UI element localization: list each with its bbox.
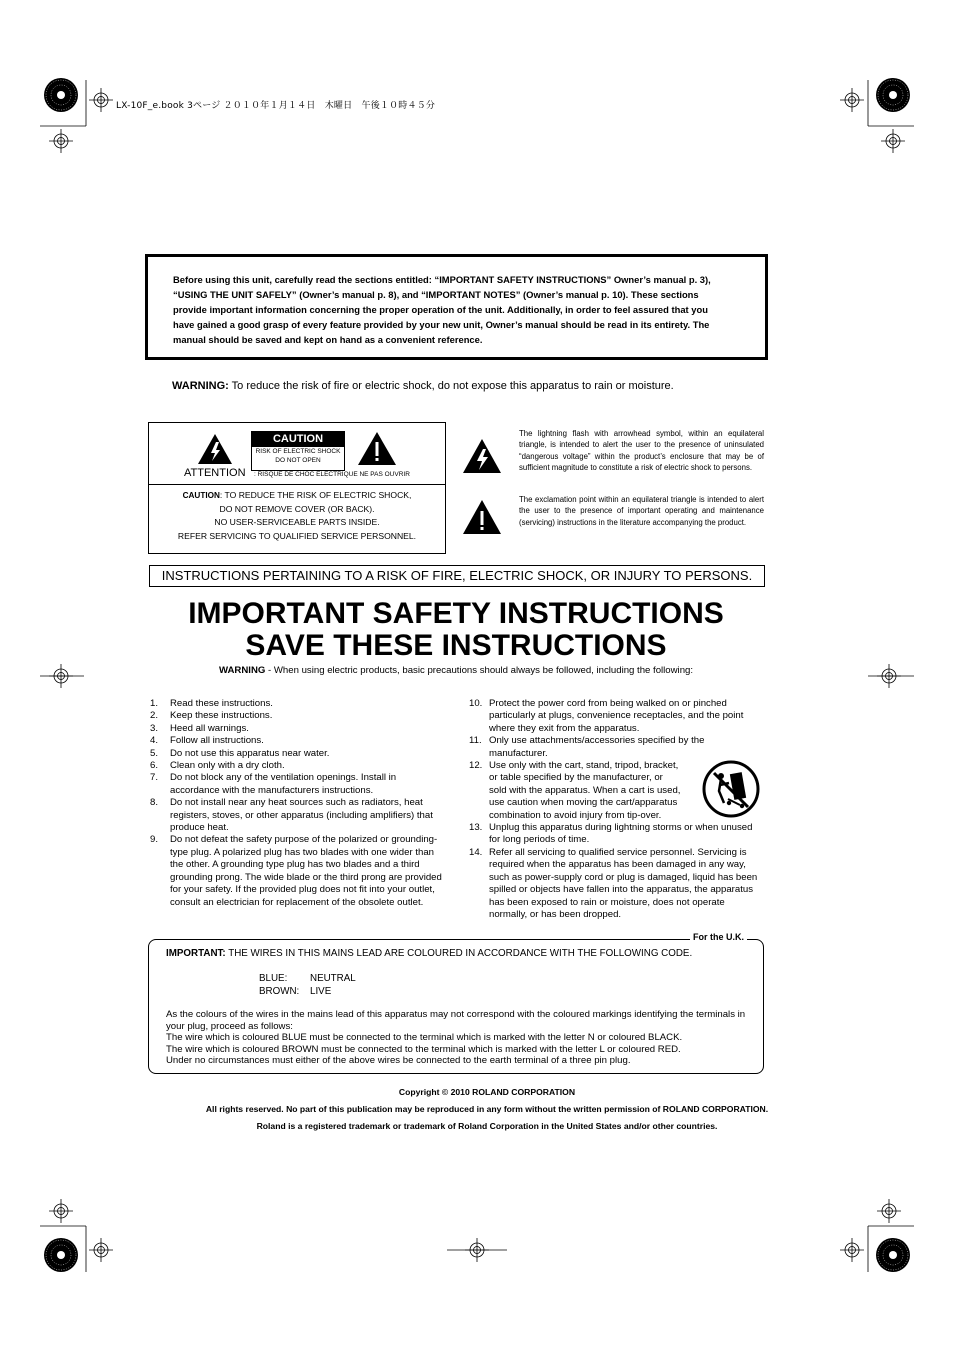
list-item-number: 10.: [469, 698, 483, 709]
list-item: [150, 748, 446, 760]
caution-box: [148, 422, 446, 554]
registration-mark-icon: [840, 88, 864, 112]
registration-star-icon: [876, 78, 910, 112]
attention-french-text: : RISQUE DE CHOC ELECTRIQUE NE PAS OUVRIR: [254, 471, 410, 478]
list-item-text: Use only with the cart, stand, tripod, bracket, or table specified by the manufacturer, or sold with the apparatus. When a cart is used, use caution when moving the cart/apparatus combination to avoid injury from tip-over.: [489, 760, 681, 821]
uk-blue-value: NEUTRAL: [310, 973, 356, 984]
uk-wiring-box: [148, 932, 764, 1074]
list-item-number: 9.: [150, 834, 159, 846]
list-item-number: 13.: [469, 822, 483, 834]
uk-blue-label: BLUE:: [259, 973, 288, 984]
list-item-number: 5.: [150, 747, 159, 759]
uk-instruction-line: The wire which is coloured BROWN must be connected to the terminal which is marked with the letter L or coloured RED.: [166, 1043, 681, 1055]
uk-brown-value: LIVE: [310, 986, 332, 997]
intro-line: manual should be saved and kept on hand as a convenient reference.: [173, 334, 483, 345]
trademark-line: Roland is a registered trademark or trademark of Roland Corporation in the United States and/or other countries.: [256, 1121, 718, 1131]
warning-sub-text: - When using electric products, basic precautions should always be followed, including the following:: [265, 665, 694, 676]
list-item: [150, 772, 446, 797]
uk-important-label: IMPORTANT:: [166, 948, 226, 959]
uk-instruction-line: Under no circumstances must either of the above wires be connected to the earth terminal of a three pin plug.: [166, 1055, 631, 1067]
exclamation-warning-icon: [357, 431, 397, 466]
lightning-symbol-icon: [462, 438, 502, 474]
uk-instruction-line: The wire which is coloured BLUE must be connected to the terminal which is marked with the letter N or coloured BLACK.: [166, 1032, 683, 1044]
list-item: [469, 698, 761, 735]
registration-star-icon: [44, 1238, 78, 1272]
caution-divider: [149, 484, 445, 485]
caution-label-line2: DO NOT OPEN: [275, 457, 321, 464]
uk-important-statement: [166, 948, 692, 959]
list-item: [150, 834, 446, 908]
caution-text-line1: : TO REDUCE THE RISK OF ELECTRIC SHOCK,: [219, 490, 412, 500]
caution-label-line1: RISK OF ELECTRIC SHOCK: [255, 448, 341, 455]
list-item: [150, 698, 446, 710]
intro-notice-text: [173, 272, 748, 347]
uk-tag: For the U.K.: [690, 932, 747, 942]
list-item-number: 3.: [150, 722, 159, 734]
list-item-number: 8.: [150, 797, 159, 809]
registration-mark-icon: [89, 1238, 113, 1262]
uk-instructions: [166, 1009, 748, 1067]
lightning-warning-icon: [197, 433, 233, 465]
list-item-text: Do not install near any heat sources such as radiators, heat registers, stoves, or other apparatus (including amplifiers) that produce heat.: [170, 797, 433, 834]
page-subtitle: SAVE THESE INSTRUCTIONS: [245, 629, 667, 662]
registration-star-icon: [44, 78, 78, 112]
exclamation-symbol-icon: [462, 499, 502, 535]
list-item: [150, 710, 446, 722]
list-item-text: Clean only with a dry cloth.: [170, 760, 285, 772]
caution-text-line2: DO NOT REMOVE COVER (OR BACK).: [219, 503, 375, 514]
list-item-number: 14.: [469, 846, 483, 858]
list-item-text: Do not defeat the safety purpose of the polarized or grounding-type plug. A polarized plug has two blades with one wider than the other. A grounding type plug has two blades and a third grounding prong. The wide blade or the third prong are provided for your safety. If the provided plug does not fit into your outlet, consult an electrician for replacement of the obsolete outlet.: [170, 834, 442, 908]
list-item-text: Heed all warnings.: [170, 722, 249, 734]
caution-label-title: CAUTION: [252, 432, 344, 447]
list-item: [469, 847, 761, 921]
list-item-number: 11.: [469, 735, 482, 747]
cart-tipover-warning-icon: [702, 759, 760, 819]
caution-text-label: CAUTION: [182, 491, 220, 500]
copyright-line: Copyright © 2010 ROLAND CORPORATION: [398, 1087, 576, 1097]
list-item-text: Protect the power cord from being walked on or pinched particularly at plugs, convenience receptacles, and the point where they exit from the apparatus.: [489, 698, 744, 734]
list-item: [150, 760, 446, 772]
list-item-number: 7.: [150, 772, 159, 784]
warning-precautions: [0, 665, 912, 676]
list-item-number: 4.: [150, 735, 159, 747]
intro-notice-box: [145, 254, 768, 360]
list-item-number: 2.: [150, 710, 159, 722]
warning-statement: [172, 380, 674, 392]
list-item: [469, 822, 761, 847]
exclamation-symbol-description: The exclamation point within an equilateral triangle is intended to alert the user to the presence of important operating and maintenance (servicing) instructions in the literature accompanying the product.: [519, 495, 764, 527]
list-item-text: Read these instructions.: [170, 698, 273, 709]
intro-line: Before using this unit, carefully read the sections entitled: “IMPORTANT SAFETY INSTRUCTIONS” Owner’s manual p. 3),: [173, 274, 711, 285]
list-item-text: Follow all instructions.: [170, 735, 264, 747]
list-item-text: Keep these instructions.: [170, 710, 273, 722]
list-item-text: Refer all servicing to qualified service personnel. Servicing is required when the apparatus has been damaged in any way, such as power-supply cord or plug is damaged, liquid has been spilled or objects have fallen into the apparatus, the apparatus has been exposed to rain or moisture, does not operate normally, or has been dropped.: [489, 846, 758, 920]
registration-mark-icon: [89, 88, 113, 112]
intro-line: provide important information concerning the proper operation of the unit. Additionally, in order to feel assured that you: [173, 304, 708, 315]
instructions-list-left: [150, 698, 446, 909]
page-title: IMPORTANT SAFETY INSTRUCTIONS: [188, 597, 724, 630]
warning-label: WARNING:: [172, 380, 229, 392]
intro-line: “USING THE UNIT SAFELY” (Owner’s manual p. 8), and “IMPORTANT NOTES” (Owner’s manual p. 10). These sections: [173, 289, 699, 300]
list-item-text: Do not use this apparatus near water.: [170, 747, 330, 759]
caution-text-line3: NO USER-SERVICEABLE PARTS INSIDE.: [214, 517, 380, 527]
list-item: [150, 797, 446, 834]
attention-label: ATTENTION: [184, 467, 246, 479]
caution-text: [149, 489, 445, 543]
lightning-symbol-description: The lightning flash with arrowhead symbol, within an equilateral triangle, is intended to alert the user to the presence of uninsulated “dangerous voltage” within the product’s enclosure that may be of sufficient magnitude to constitute a risk of electric shock to persons.: [519, 429, 764, 473]
rights-line: All rights reserved. No part of this publication may be reproduced in any form without the written permission of ROLAND CORPORATION.: [205, 1104, 769, 1114]
list-item: [469, 735, 761, 760]
list-item-number: 6.: [150, 760, 159, 772]
list-item-number: 12.: [469, 760, 483, 772]
list-item-text: Unplug this apparatus during lightning storms or when unused for long periods of time.: [489, 822, 753, 846]
registration-mark-icon: [881, 129, 905, 153]
list-item-text: Only use attachments/accessories specified by the manufacturer.: [489, 735, 705, 759]
uk-important-text: THE WIRES IN THIS MAINS LEAD ARE COLOURED IN ACCORDANCE WITH THE FOLLOWING CODE.: [225, 948, 693, 959]
caution-text-line4: REFER SERVICING TO QUALIFIED SERVICE PERSONNEL.: [177, 530, 417, 541]
print-header-line: LX-10F_e.book 3ページ ２０１０年１月１４日 木曜日 午後１０時４５分: [116, 101, 436, 111]
intro-line: have gained a good grasp of every feature provided by your new unit, Owner’s manual should be read in its entirety. The: [173, 319, 710, 330]
uk-brown-label: BROWN:: [259, 986, 300, 997]
uk-instruction-line: As the colours of the wires in the mains lead of this apparatus may not correspond with the coloured markings identifying the terminals in your plug, proceed as follows:: [166, 1009, 746, 1032]
list-item-text: Do not block any of the ventilation openings. Install in accordance with the manufacturers instructions.: [170, 772, 397, 796]
uk-blue-row: [259, 973, 356, 984]
registration-star-icon: [876, 1238, 910, 1272]
registration-mark-icon: [877, 1199, 901, 1223]
warning-text: To reduce the risk of fire or electric shock, do not expose this apparatus to rain or moisture.: [228, 380, 674, 392]
registration-mark-icon: [49, 1199, 73, 1223]
caution-label: [251, 431, 345, 471]
list-item-number: 1.: [150, 698, 159, 709]
registration-mark-icon: [49, 129, 73, 153]
list-item: [150, 723, 446, 735]
registration-mark-icon: [840, 1238, 864, 1262]
warning-sub-label: WARNING: [218, 665, 266, 676]
instructions-bar: INSTRUCTIONS PERTAINING TO A RISK OF FIRE, ELECTRIC SHOCK, OR INJURY TO PERSONS.: [149, 565, 765, 587]
list-item: [150, 735, 446, 747]
uk-brown-row: [259, 986, 331, 997]
